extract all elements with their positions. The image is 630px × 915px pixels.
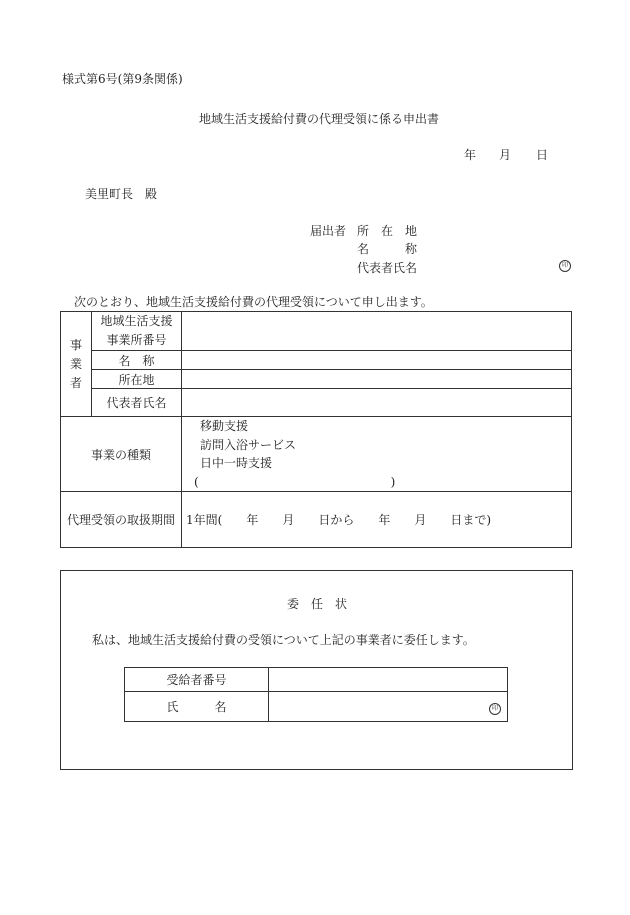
office-no-field[interactable] <box>182 312 572 351</box>
recipient-name-field[interactable] <box>269 692 508 722</box>
date-day: 日 <box>536 148 549 162</box>
date-year: 年 <box>464 148 477 162</box>
business-side-char: 事 <box>69 337 82 352</box>
business-rep-label: 代表者氏名 <box>92 389 182 417</box>
applicant-label: 届出者 <box>310 224 347 238</box>
business-name-label: 名 称 <box>92 351 182 370</box>
type-other: ( ) <box>194 474 396 489</box>
intro-text: 次のとおり、地域生活支援給付費の代理受領について申し出ます。 <box>74 295 433 309</box>
office-no-label: 地域生活支援 事業所番号 <box>92 312 182 351</box>
business-side-char: 者 <box>69 375 82 390</box>
recipient-table <box>124 667 508 722</box>
business-side-label <box>61 312 92 417</box>
applicant-seal-icon: 印 <box>559 260 571 272</box>
period-field[interactable]: 1年間( 年 月 日から 年 月 日まで) <box>182 492 572 548</box>
proxy-statement: 私は、地域生活支援給付費の受領について上記の事業者に委任します。 <box>92 633 475 647</box>
recipient-no-field[interactable] <box>269 668 508 692</box>
period-label: 代理受領の取扱期間 <box>61 492 182 548</box>
business-rep-field[interactable] <box>182 389 572 417</box>
recipient-no-label: 受給者番号 <box>125 668 269 692</box>
business-location-field[interactable] <box>182 370 572 389</box>
type-option: 移動支援 <box>200 419 249 433</box>
application-table <box>60 311 572 548</box>
recipient-seal-icon: 印 <box>489 703 501 715</box>
business-type-field[interactable] <box>182 417 572 492</box>
business-location-label: 所在地 <box>92 370 182 389</box>
addressee: 美里町長 殿 <box>85 187 158 201</box>
proxy-title: 委 任 状 <box>287 597 348 611</box>
business-type-label: 事業の種類 <box>61 417 182 492</box>
recipient-name-label: 氏 名 <box>125 692 269 722</box>
business-name-field[interactable] <box>182 351 572 370</box>
applicant-name-label: 名 称 <box>357 242 418 256</box>
document-title: 地域生活支援給付費の代理受領に係る申出書 <box>199 112 440 126</box>
form-number: 様式第6号(第9条関係) <box>62 72 183 86</box>
applicant-address-label: 所 在 地 <box>357 224 418 238</box>
type-option: 日中一時支援 <box>200 456 273 470</box>
date-month: 月 <box>499 148 512 162</box>
business-side-char: 業 <box>69 356 82 371</box>
type-option: 訪問入浴サービス <box>200 437 297 452</box>
applicant-rep-label: 代表者氏名 <box>357 261 418 275</box>
